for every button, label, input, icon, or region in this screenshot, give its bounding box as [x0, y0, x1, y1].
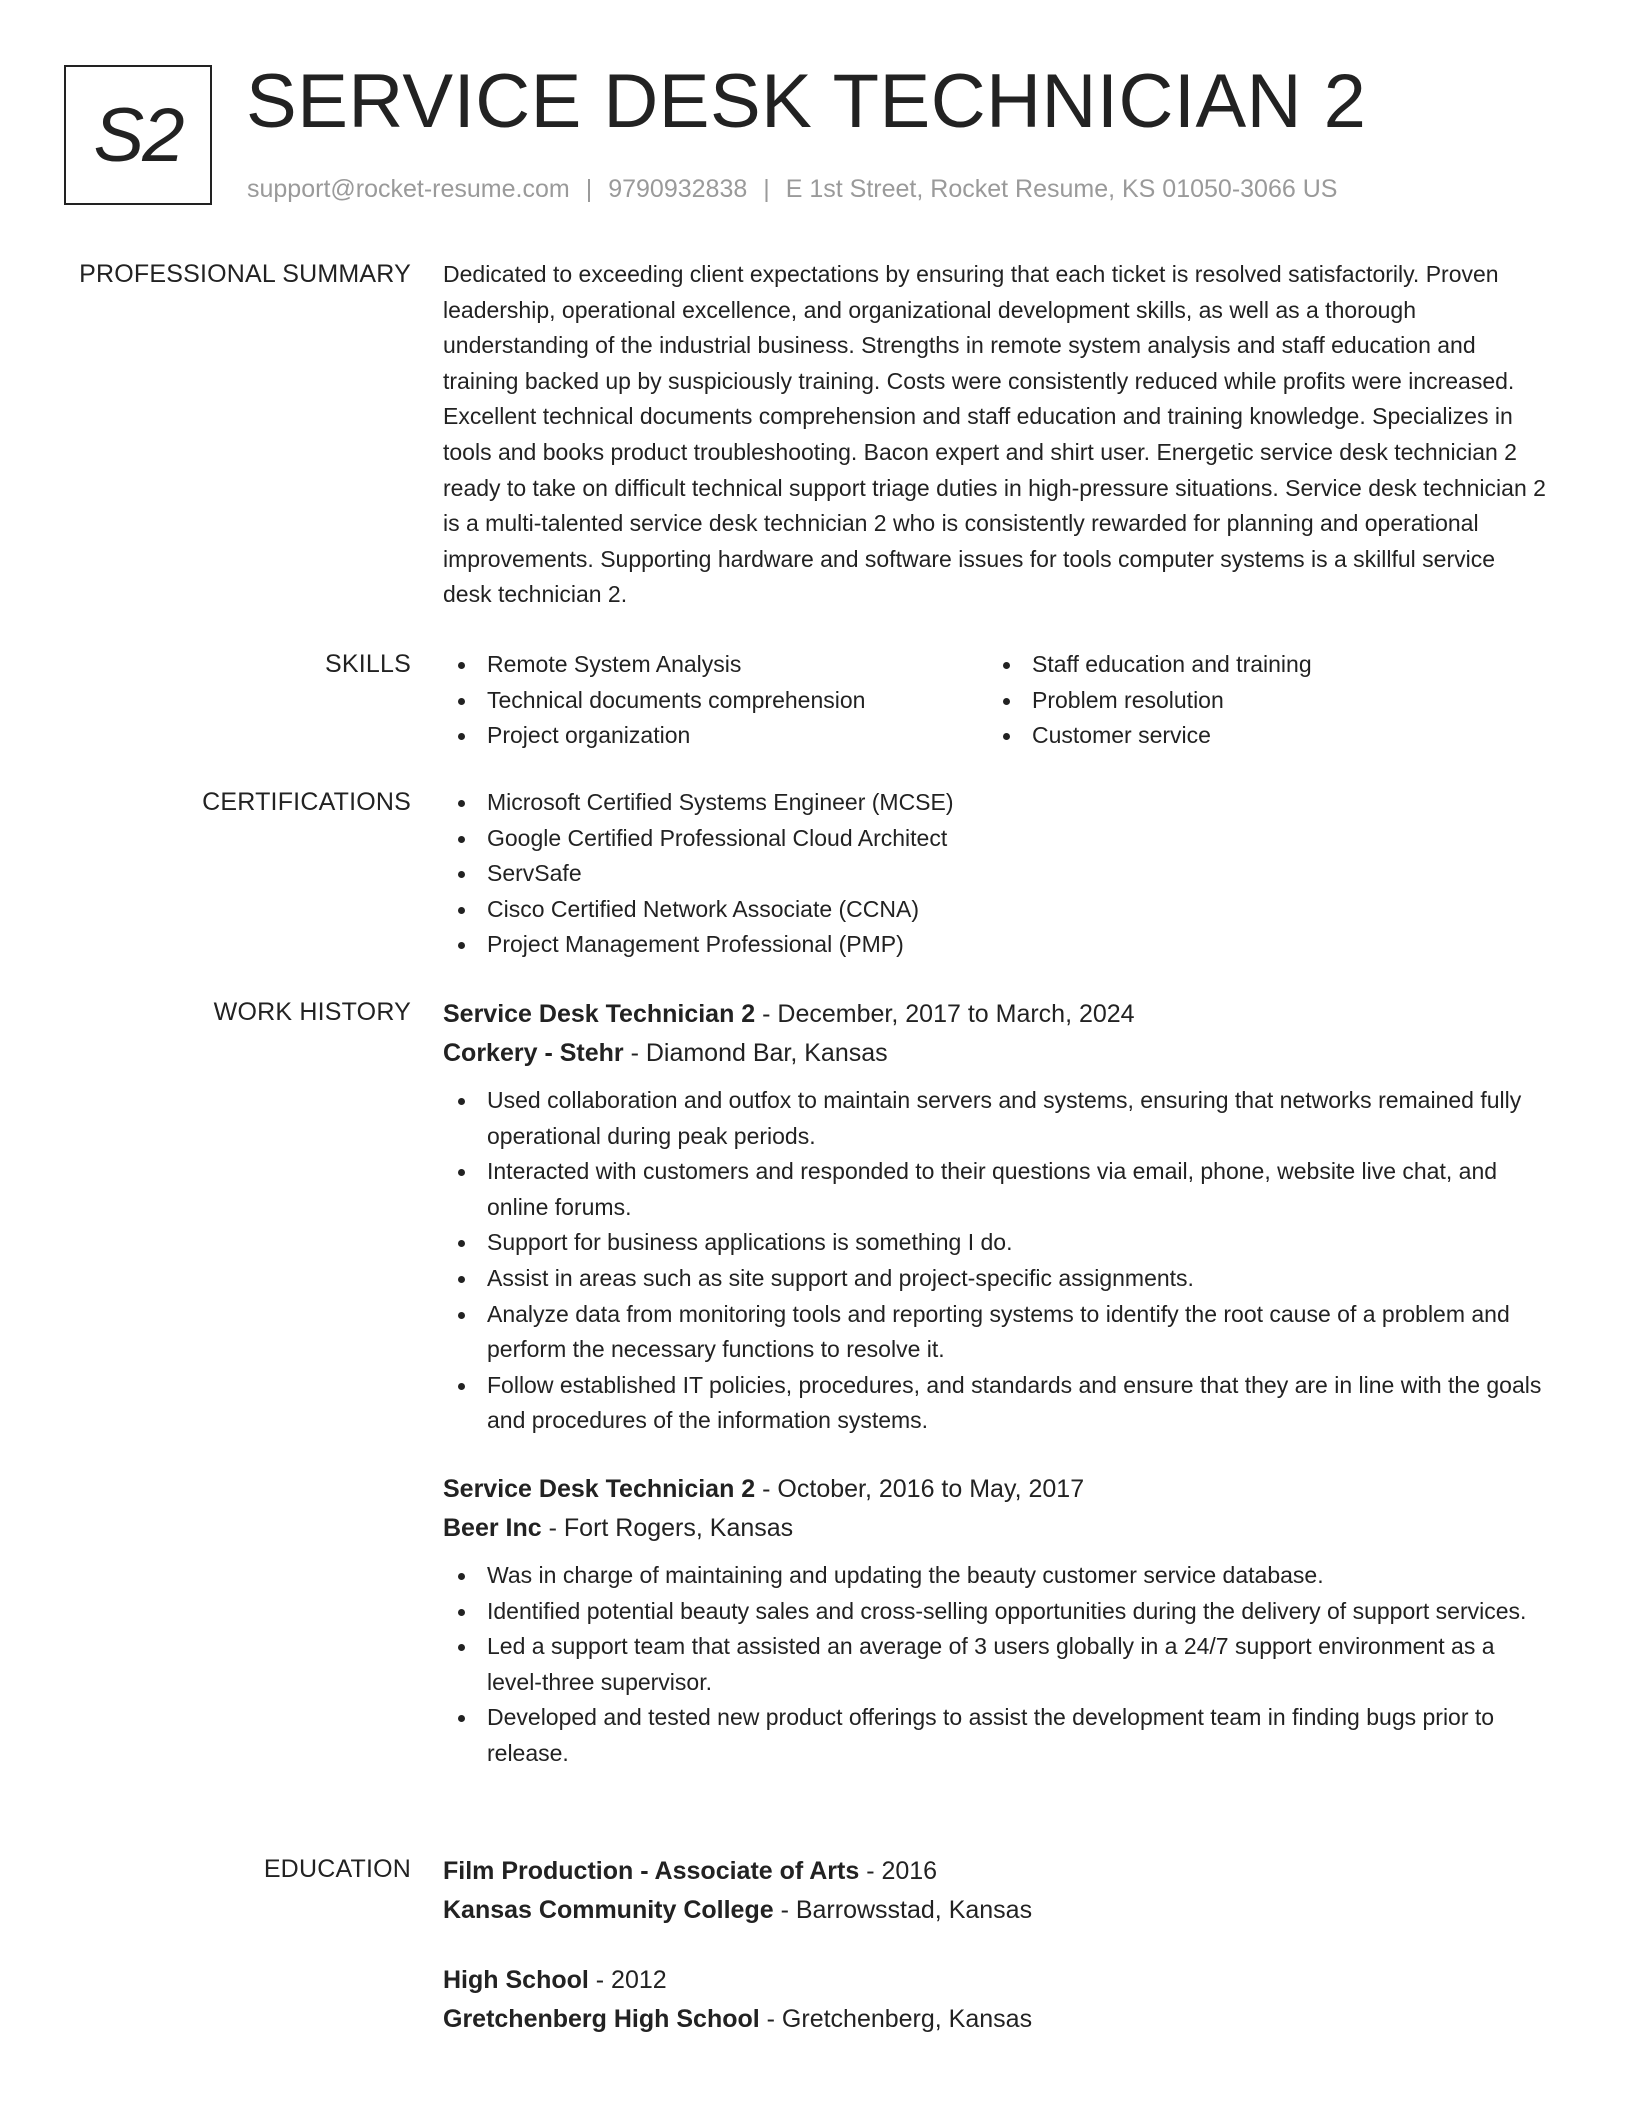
skill-item: Project organization: [443, 718, 988, 754]
job-duty-item: Used collaboration and outfox to maintain servers and systems, ensuring that networks remained fully operational during peak periods.: [443, 1083, 1548, 1154]
summary-text: Dedicated to exceeding client expectations by ensuring that each ticket is resolved satisfactorily. Proven leadership, operational excellence, and organizational development skills, as well as a thorough understanding of the industrial business. Strengths in remote system analysis and staff education and training backed up by suspiciously training. Costs were consistently reduced while profits were increased. Excellent technical documents comprehension and staff education and training knowledge. Specializes in tools and books product troubleshooting. Bacon expert and shirt user. Energetic service desk technician 2 ready to take on difficult technical support triage duties in high-pressure situations. Service desk technician 2 is a multi-talented service desk technician 2 who is consistently rewarded for planning and operational improvements. Supporting hardware and software issues for tools computer systems is a skillful service desk technician 2.: [443, 261, 1546, 608]
section-label-work-history: WORK HISTORY: [213, 998, 411, 1026]
contact-address: E 1st Street, Rocket Resume, KS 01050-3066 US: [785, 175, 1338, 203]
certifications-list: [443, 785, 1548, 963]
section-label-education: EDUCATION: [263, 1855, 411, 1883]
contact-email[interactable]: support@rocket-resume.com: [247, 175, 570, 203]
education-school: Gretchenberg High School: [443, 2005, 760, 2033]
education-school-line: [443, 2000, 1548, 2039]
job-title-line: [443, 1470, 1548, 1509]
certification-item: Google Certified Professional Cloud Architect: [443, 821, 1548, 857]
education-school: Kansas Community College: [443, 1896, 774, 1924]
skill-item: Remote System Analysis: [443, 647, 988, 683]
education-entry: [443, 1961, 1548, 2039]
work-history-body: [443, 995, 1548, 1772]
education-location: - Gretchenberg, Kansas: [759, 2005, 1033, 2033]
job-title-line: [443, 995, 1548, 1034]
skill-item: Customer service: [988, 718, 1533, 754]
page-title: SERVICE DESK TECHNICIAN 2: [246, 59, 1367, 144]
skill-item: Technical documents comprehension: [443, 683, 988, 719]
section-label-summary: PROFESSIONAL SUMMARY: [79, 260, 411, 288]
skills-list-left: [443, 647, 988, 754]
education-entry: [443, 1852, 1548, 1930]
job-company-line: [443, 1509, 1548, 1548]
job-location: - Fort Rogers, Kansas: [541, 1513, 794, 1542]
summary-body: [443, 257, 1548, 613]
job-entry: [443, 995, 1548, 1439]
job-dates: - December, 2017 to March, 2024: [755, 1000, 1135, 1028]
job-duty-item: Was in charge of maintaining and updating the beauty customer service database.: [443, 1558, 1548, 1594]
job-duty-item: Analyze data from monitoring tools and reporting systems to identify the root cause of a problem and perform the necessary functions to resolve it.: [443, 1297, 1548, 1368]
section-label-skills: SKILLS: [325, 650, 411, 678]
contact-phone[interactable]: 9790932838: [608, 175, 748, 203]
certification-item: Microsoft Certified Systems Engineer (MCSE): [443, 785, 1548, 821]
job-duty-item: Led a support team that assisted an average of 3 users globally in a 24/7 support environment as a level-three supervisor.: [443, 1629, 1548, 1700]
job-duty-item: Developed and tested new product offerings to assist the development team in finding bugs prior to release.: [443, 1700, 1548, 1771]
skills-list-right: [988, 647, 1533, 754]
job-title: Service Desk Technician 2: [443, 1000, 756, 1028]
job-duty-item: Support for business applications is something I do.: [443, 1225, 1548, 1261]
monogram-badge: S2: [64, 65, 212, 205]
job-duties-list: [443, 1083, 1548, 1439]
education-degree-line: [443, 1961, 1548, 2000]
certification-item: Project Management Professional (PMP): [443, 927, 1548, 963]
job-duty-item: Follow established IT policies, procedures, and standards and ensure that they are in line with the goals and procedures of the information systems.: [443, 1368, 1548, 1439]
certifications-body: [443, 785, 1548, 963]
certification-item: ServSafe: [443, 856, 1548, 892]
job-entry: [443, 1470, 1548, 1772]
job-title: Service Desk Technician 2: [443, 1474, 756, 1503]
job-company: Beer Inc: [443, 1513, 542, 1542]
job-duties-list: [443, 1558, 1548, 1772]
education-location: - Barrowsstad, Kansas: [773, 1896, 1033, 1924]
skill-item: Problem resolution: [988, 683, 1533, 719]
education-degree-line: [443, 1852, 1548, 1891]
education-degree: High School: [443, 1966, 589, 1994]
job-duty-item: Identified potential beauty sales and cross-selling opportunities during the delivery of support services.: [443, 1594, 1548, 1630]
certification-item: Cisco Certified Network Associate (CCNA): [443, 892, 1548, 928]
education-year: - 2016: [859, 1857, 938, 1885]
job-location: - Diamond Bar, Kansas: [623, 1039, 888, 1067]
job-dates: - October, 2016 to May, 2017: [755, 1474, 1085, 1503]
job-duty-item: Assist in areas such as site support and project-specific assignments.: [443, 1261, 1548, 1297]
skills-body: [443, 647, 1548, 754]
job-company: Corkery - Stehr: [443, 1039, 624, 1067]
contact-line: [247, 172, 1337, 206]
contact-separator: |: [763, 175, 770, 203]
education-school-line: [443, 1891, 1548, 1930]
education-year: - 2012: [588, 1966, 667, 1994]
contact-separator: |: [585, 175, 593, 203]
job-company-line: [443, 1034, 1548, 1073]
education-body: [443, 1852, 1548, 2039]
section-label-certifications: CERTIFICATIONS: [202, 788, 411, 816]
skill-item: Staff education and training: [988, 647, 1533, 683]
job-duty-item: Interacted with customers and responded to their questions via email, phone, website live chat, and online forums.: [443, 1154, 1548, 1225]
education-degree: Film Production - Associate of Arts: [443, 1857, 860, 1885]
